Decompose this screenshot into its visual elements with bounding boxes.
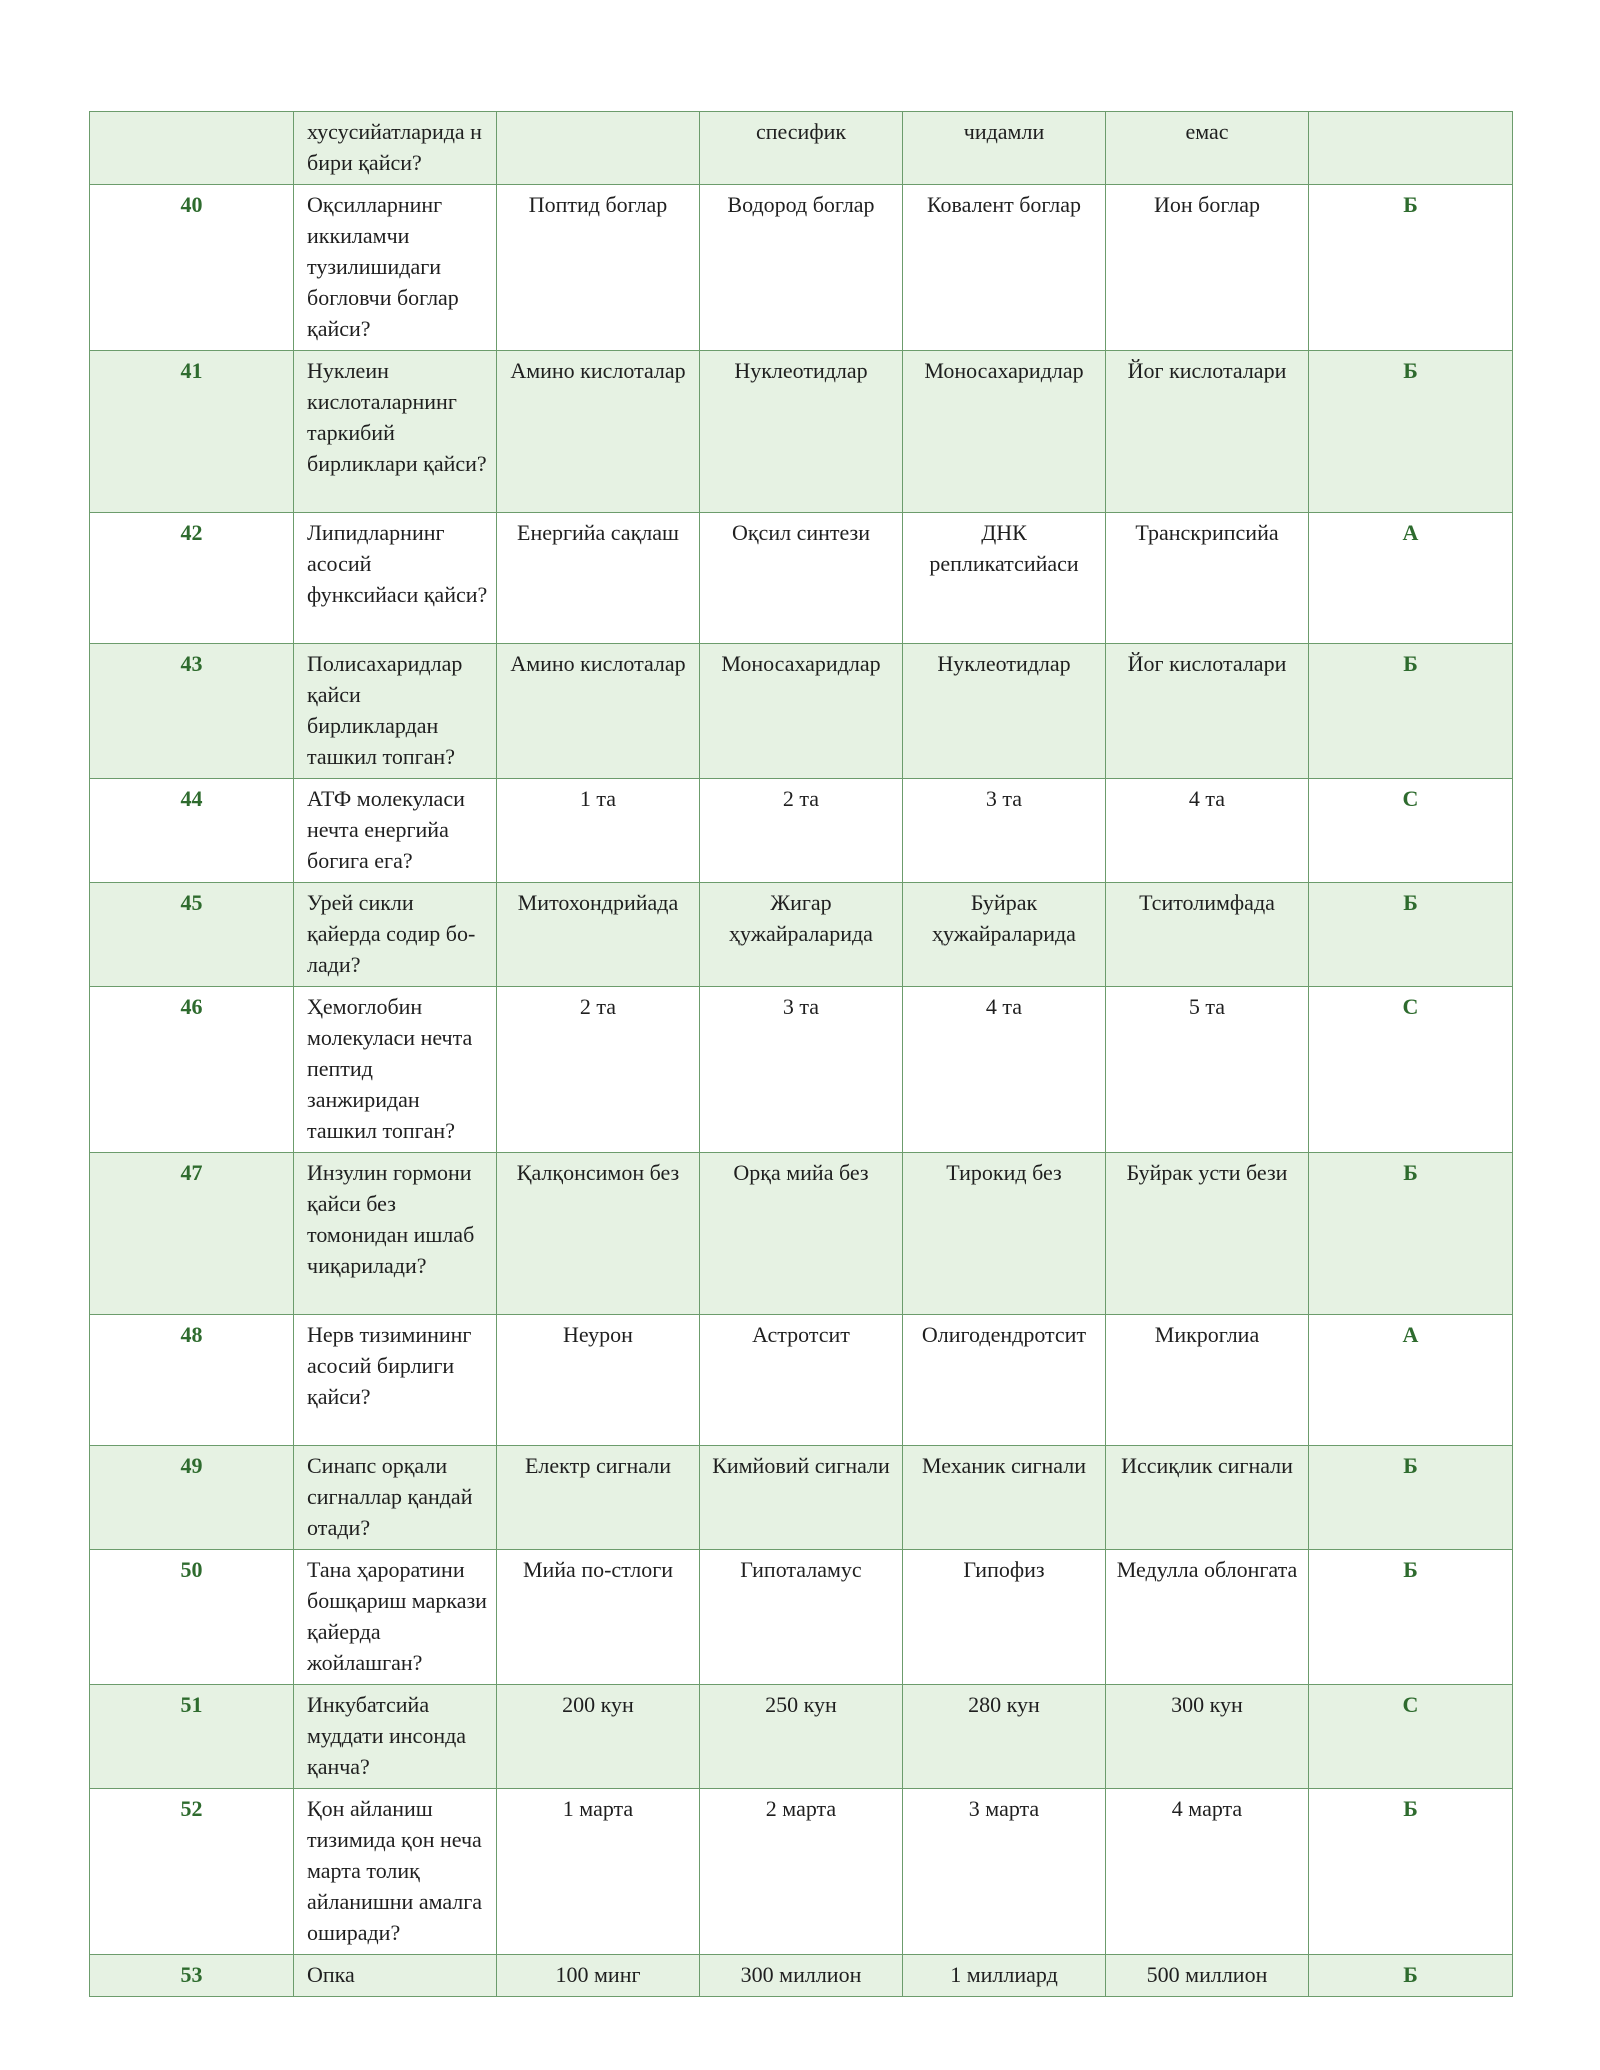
question-text: Қон айланиш тизимида қон неча марта толиқ айланишни амалга оширади?	[294, 1789, 497, 1955]
option-b: Гипоталамус	[700, 1550, 903, 1685]
table-row	[90, 1153, 1513, 1315]
option-c: Ковалент боглар	[903, 185, 1106, 351]
question-number: 51	[90, 1685, 294, 1789]
table-row	[90, 185, 1513, 351]
table-row	[90, 987, 1513, 1153]
correct-answer: Б	[1309, 1955, 1513, 1997]
option-b: Орқа мийа без	[700, 1153, 903, 1315]
correct-answer: С	[1309, 779, 1513, 883]
option-c: 4 та	[903, 987, 1106, 1153]
option-b: 2 марта	[700, 1789, 903, 1955]
option-c: Буйрак ҳужайраларида	[903, 883, 1106, 987]
option-c: 3 марта	[903, 1789, 1106, 1955]
option-b: Оқсил синтези	[700, 513, 903, 644]
option-d: 500 миллион	[1106, 1955, 1309, 1997]
option-b: Водород боглар	[700, 185, 903, 351]
question-text: Нерв тизимининг асосий бирлиги қайси?	[294, 1315, 497, 1446]
question-number: 41	[90, 351, 294, 513]
option-b: 250 кун	[700, 1685, 903, 1789]
table-row	[90, 883, 1513, 987]
option-a	[497, 112, 700, 185]
table-row	[90, 1550, 1513, 1685]
question-text: Инзулин гормони қайси без томонидан ишлаб чиқарилади?	[294, 1153, 497, 1315]
option-a: Поптид боглар	[497, 185, 700, 351]
question-number	[90, 112, 294, 185]
question-text: Инкубатсийа муддати инсонда қанча?	[294, 1685, 497, 1789]
option-a: 200 кун	[497, 1685, 700, 1789]
option-d: Ион боглар	[1106, 185, 1309, 351]
option-a: 1 марта	[497, 1789, 700, 1955]
option-d: Транскрипсийа	[1106, 513, 1309, 644]
correct-answer: Б	[1309, 644, 1513, 779]
correct-answer: Б	[1309, 351, 1513, 513]
correct-answer: А	[1309, 513, 1513, 644]
correct-answer	[1309, 112, 1513, 185]
option-b: Нуклеотидлар	[700, 351, 903, 513]
question-text: Опка	[294, 1955, 497, 1997]
question-text: Тана ҳароратини бошқариш маркази қайерда жойлашган?	[294, 1550, 497, 1685]
option-d: 300 кун	[1106, 1685, 1309, 1789]
correct-answer: С	[1309, 1685, 1513, 1789]
option-c: 280 кун	[903, 1685, 1106, 1789]
question-text: Полисахаридлар қайси бирликлардан ташкил топган?	[294, 644, 497, 779]
option-b: 3 та	[700, 987, 903, 1153]
option-c: Олигодендротсит	[903, 1315, 1106, 1446]
question-number: 44	[90, 779, 294, 883]
table-row	[90, 513, 1513, 644]
table-row	[90, 351, 1513, 513]
question-number: 40	[90, 185, 294, 351]
table-row	[90, 1446, 1513, 1550]
question-number: 48	[90, 1315, 294, 1446]
correct-answer: Б	[1309, 883, 1513, 987]
quiz-table	[89, 111, 1513, 1997]
question-number: 53	[90, 1955, 294, 1997]
option-d: Буйрак усти бези	[1106, 1153, 1309, 1315]
table-row	[90, 1955, 1513, 1997]
option-c: 1 миллиард	[903, 1955, 1106, 1997]
table-row	[90, 644, 1513, 779]
question-number: 42	[90, 513, 294, 644]
option-a: 100 минг	[497, 1955, 700, 1997]
option-a: Електр сигнали	[497, 1446, 700, 1550]
option-b: Астротсит	[700, 1315, 903, 1446]
question-number: 47	[90, 1153, 294, 1315]
correct-answer: С	[1309, 987, 1513, 1153]
option-c: чидамли	[903, 112, 1106, 185]
option-d: Иссиқлик сигнали	[1106, 1446, 1309, 1550]
table-row	[90, 1315, 1513, 1446]
option-b: 2 та	[700, 779, 903, 883]
question-text: Урей сикли қайерда содир бо-лади?	[294, 883, 497, 987]
option-d: Йог кислоталари	[1106, 351, 1309, 513]
correct-answer: Б	[1309, 185, 1513, 351]
option-d: Микроглиа	[1106, 1315, 1309, 1446]
option-b: спесифик	[700, 112, 903, 185]
question-text: Нуклеин кислоталарнинг таркибий бирликлари қайси?	[294, 351, 497, 513]
question-text: АТФ молекуласи нечта енергийа богига ега?	[294, 779, 497, 883]
question-number: 50	[90, 1550, 294, 1685]
option-a: 1 та	[497, 779, 700, 883]
option-a: Амино кислоталар	[497, 351, 700, 513]
correct-answer: Б	[1309, 1550, 1513, 1685]
option-c: ДНК репликатсийаси	[903, 513, 1106, 644]
question-number: 46	[90, 987, 294, 1153]
option-c: Механик сигнали	[903, 1446, 1106, 1550]
option-a: Қалқонсимон без	[497, 1153, 700, 1315]
option-b: 300 миллион	[700, 1955, 903, 1997]
option-a: Митохондрийада	[497, 883, 700, 987]
question-text: Синапс орқали сигналлар қандай отади?	[294, 1446, 497, 1550]
option-d: Тситолимфада	[1106, 883, 1309, 987]
question-text: хусусийатларида н бири қайси?	[294, 112, 497, 185]
table-row-continued	[90, 112, 1513, 185]
table-row	[90, 779, 1513, 883]
option-d: 5 та	[1106, 987, 1309, 1153]
question-text: Оқсилларнинг иккиламчи тузилишидаги богловчи боглар қайси?	[294, 185, 497, 351]
question-text: Липидларнинг асосий функсийаси қайси?	[294, 513, 497, 644]
correct-answer: Б	[1309, 1153, 1513, 1315]
option-d: 4 та	[1106, 779, 1309, 883]
option-b: Моносахаридлар	[700, 644, 903, 779]
question-number: 52	[90, 1789, 294, 1955]
question-number: 49	[90, 1446, 294, 1550]
option-a: 2 та	[497, 987, 700, 1153]
option-c: Нуклеотидлар	[903, 644, 1106, 779]
option-a: Неурон	[497, 1315, 700, 1446]
correct-answer: Б	[1309, 1446, 1513, 1550]
question-number: 43	[90, 644, 294, 779]
option-a: Енергийа сақлаш	[497, 513, 700, 644]
option-b: Жигар ҳужайраларида	[700, 883, 903, 987]
option-d: Медулла облонгата	[1106, 1550, 1309, 1685]
option-d: емас	[1106, 112, 1309, 185]
question-text: Ҳемоглобин молекуласи нечта пептид занжиридан ташкил топган?	[294, 987, 497, 1153]
option-c: Гипофиз	[903, 1550, 1106, 1685]
table-row	[90, 1789, 1513, 1955]
option-a: Амино кислоталар	[497, 644, 700, 779]
table-row	[90, 1685, 1513, 1789]
correct-answer: Б	[1309, 1789, 1513, 1955]
option-d: Йог кислоталари	[1106, 644, 1309, 779]
option-b: Кимйовий сигнали	[700, 1446, 903, 1550]
question-number: 45	[90, 883, 294, 987]
correct-answer: А	[1309, 1315, 1513, 1446]
option-c: Тирокид без	[903, 1153, 1106, 1315]
quiz-table-body	[90, 112, 1513, 1997]
option-a: Мийа по-стлоги	[497, 1550, 700, 1685]
option-c: Моносахаридлар	[903, 351, 1106, 513]
option-c: 3 та	[903, 779, 1106, 883]
option-d: 4 марта	[1106, 1789, 1309, 1955]
